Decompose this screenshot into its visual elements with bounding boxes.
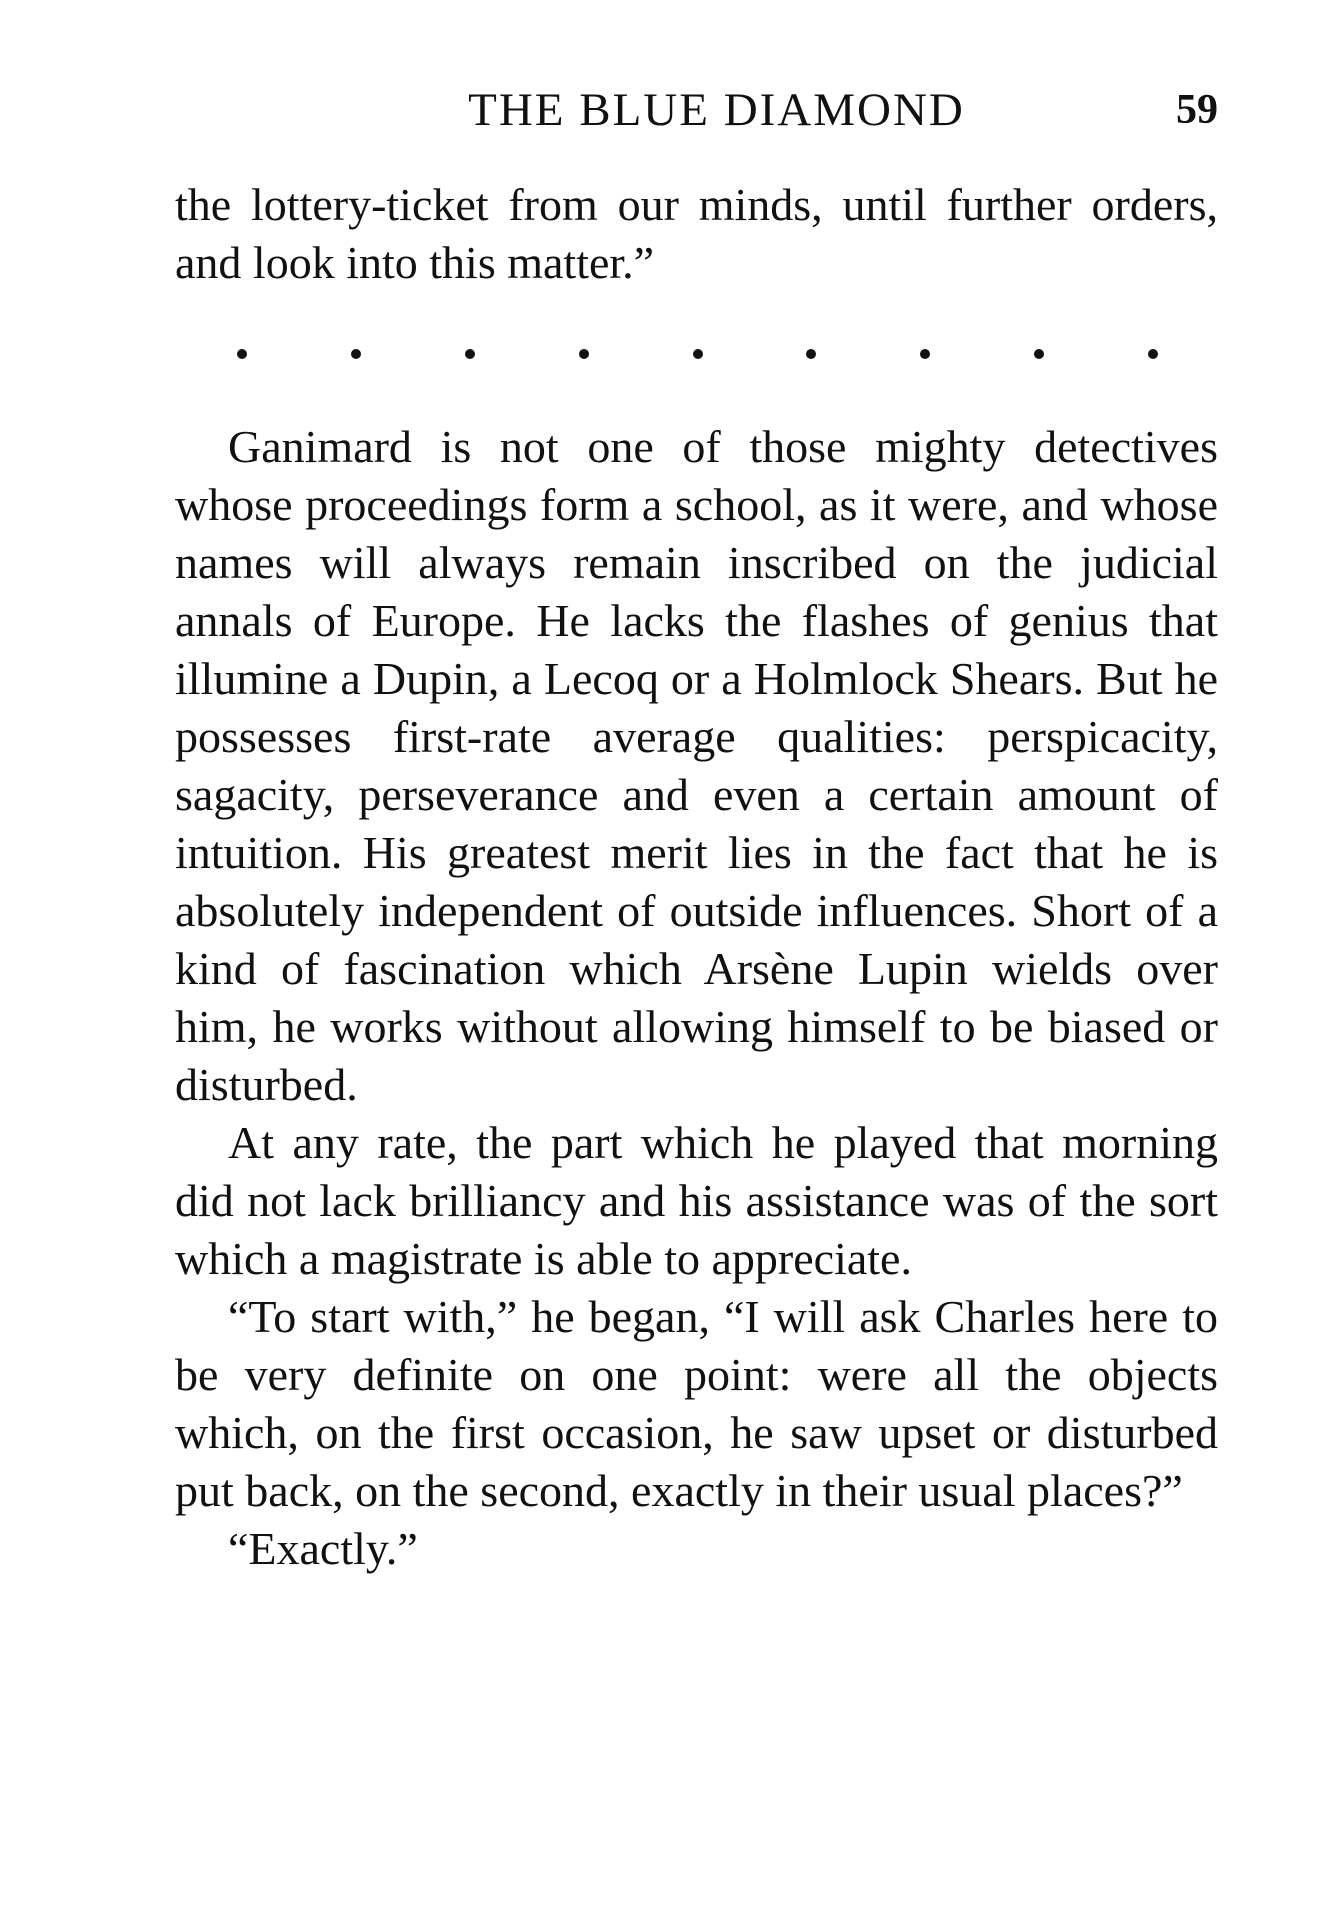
text-block xyxy=(175,176,1218,1578)
separator-dot xyxy=(1148,349,1158,359)
page-number: 59 xyxy=(1176,87,1218,133)
paragraph-dialogue-answer: “Exactly.” xyxy=(228,1523,418,1574)
section-break-dots xyxy=(175,330,1218,378)
separator-dot xyxy=(806,349,816,359)
running-title: THE BLUE DIAMOND xyxy=(468,84,965,136)
separator-dot xyxy=(920,349,930,359)
paragraph-dialogue-question: “To start with,” he began, “I will ask Charles here to be very definite on one point: were all the objects which, on the first occasion, he saw upset or disturbed put back, on the second, exactly in their usual places?” xyxy=(175,1291,1218,1516)
separator-dot xyxy=(465,349,475,359)
separator-dot xyxy=(237,349,247,359)
separator-dot xyxy=(693,349,703,359)
paragraph-at-any-rate: At any rate, the part which he played that morning did not lack brilliancy and his assistance was of the sort which a magistrate is able to appreciate. xyxy=(175,1117,1218,1284)
paragraph-ganimard: Ganimard is not one of those mighty detectives whose proceedings form a school, as it were, and whose names will always remain inscribed on the judicial annals of Europe. He lacks the flashes of genius that illumine a Dupin, a Lecoq or a Holmlock Shears. But he possesses first-rate average qualities: perspicacity, sagacity, perseverance and even a certain amount of intuition. His greatest merit lies in the fact that he is absolutely independent of outside influences. Short of a kind of fascination which Arsène Lupin wields over him, he works without allowing himself to be biased or disturbed. xyxy=(175,421,1218,1110)
paragraph-continuation: the lottery-ticket from our minds, until further orders, and look into this matter.” xyxy=(175,179,1218,288)
running-head xyxy=(175,80,1218,140)
separator-dot xyxy=(579,349,589,359)
separator-dot xyxy=(1034,349,1044,359)
separator-dot xyxy=(351,349,361,359)
